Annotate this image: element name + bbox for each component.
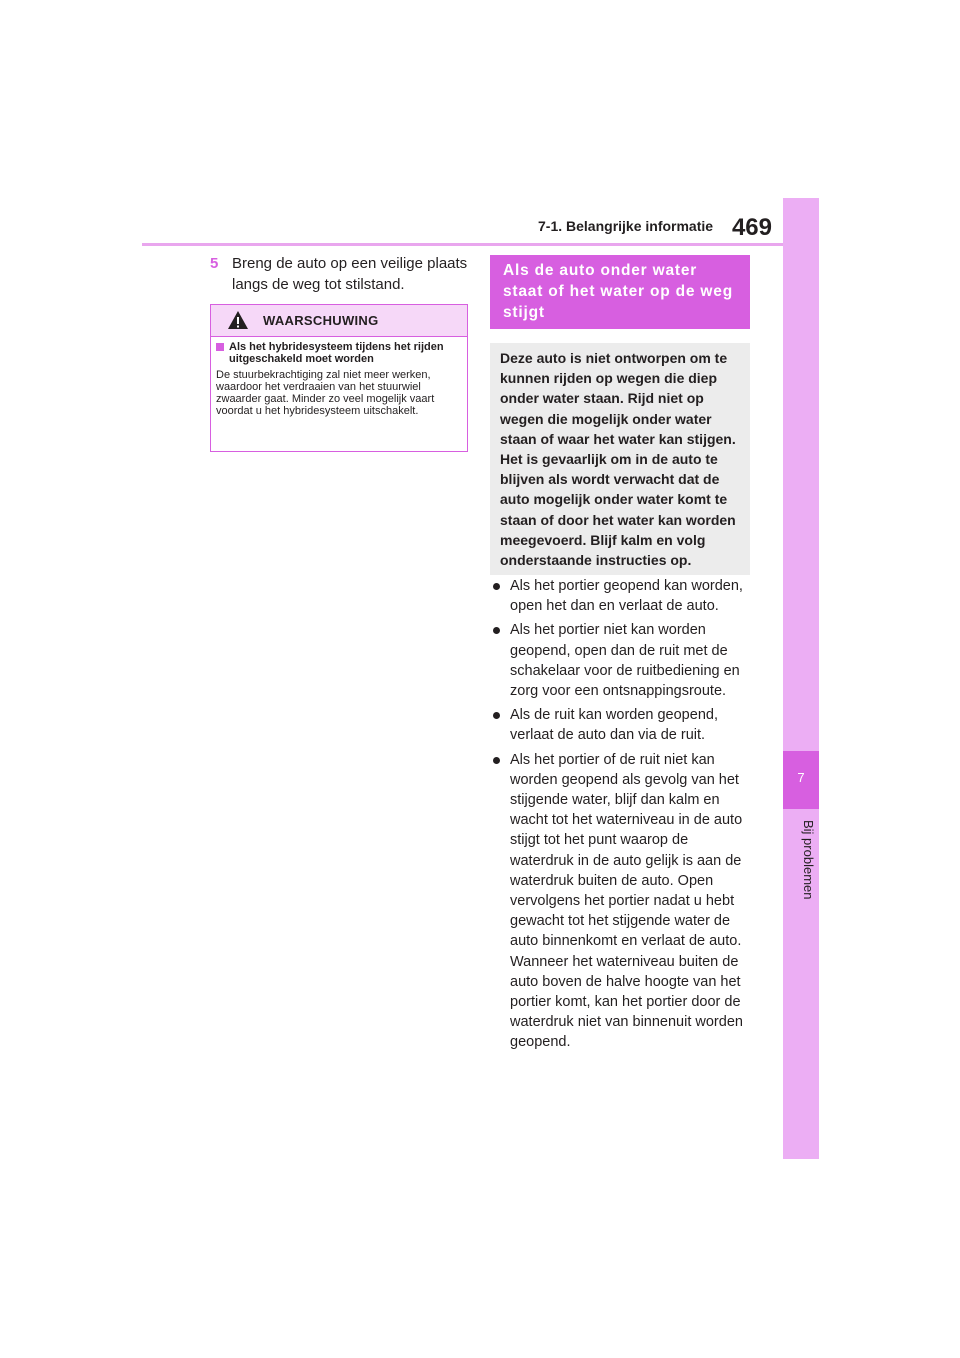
- chapter-number: 7: [797, 770, 805, 785]
- list-item: [490, 620, 752, 701]
- warning-subheading-text: Als het hybridesysteem tijdens het rijden uitgeschakeld moet worden: [229, 341, 444, 365]
- warning-header: [211, 305, 467, 337]
- bullet-dot-icon: [493, 583, 500, 590]
- bullet-dot-icon: [493, 712, 500, 719]
- list-item-text: Als het portier of de ruit niet kan worden geopend als gevolg van het stijgende water, blijf dan kalm en wacht tot het waterniveau in de auto stijgt tot het punt waarop de waterdruk in de auto gelijk is aan de waterdruk buiten de auto. Open vervolgens het portier nadat u hebt gewacht tot het stijgende water de auto binnenkomt en verlaat de auto. Wanneer het waterniveau buiten de auto boven de halve hoogte van het portier komt, kan het portier door de waterdruk niet van binnenuit worden geopend.: [510, 751, 743, 1051]
- list-item-text: Als de ruit kan worden geopend, verlaat de auto dan via de ruit.: [510, 707, 718, 744]
- list-item: [490, 576, 752, 616]
- bullet-dot-icon: [493, 627, 500, 634]
- warning-subheading: [216, 341, 461, 365]
- chapter-label: Bij problemen: [801, 820, 816, 900]
- warning-triangle-icon: [227, 310, 249, 335]
- warning-box: [210, 304, 468, 452]
- section-heading: Als de auto onder water staat of het water op de weg stijgt: [490, 255, 750, 329]
- list-item-text: Als het portier niet kan worden geopend, open dan de ruit met de schakelaar voor de ruitbediening en zorg voor een ontsnappingsroute.: [510, 622, 740, 700]
- intro-box: Deze auto is niet ontworpen om te kunnen rijden op wegen die diep onder water staan. Rijd niet op wegen die mogelijk onder water staan of waar het water kan stijgen. Het is gevaarlijk om in de auto te blijven als wordt verwacht dat de auto mogelijk onder water komt te staan of door het water kan worden meegevoerd. Blijf kalm en volg onderstaande instructies op.: [490, 343, 750, 575]
- instruction-list: [490, 576, 752, 1057]
- header-rule: [142, 243, 783, 246]
- warning-body: [211, 337, 467, 417]
- list-item-text: Als het portier geopend kan worden, open het dan en verlaat de auto.: [510, 578, 743, 615]
- warning-text: De stuurbekrachtiging zal niet meer werken, waardoor het verdraaien van het stuurwiel zwaarder gaat. Minder zo veel mogelijk vaart voordat u het hybridesysteem uitschakelt.: [216, 369, 435, 417]
- step-text: Breng de auto op een veilige plaats langs de weg tot stilstand.: [232, 255, 468, 293]
- chapter-side-tab: [783, 198, 819, 1159]
- step-number: 5: [210, 255, 219, 272]
- square-bullet-icon: [216, 343, 224, 351]
- bullet-dot-icon: [493, 757, 500, 764]
- warning-title: WAARSCHUWING: [263, 313, 379, 328]
- list-item: [490, 750, 752, 1053]
- page-number: 469: [731, 214, 772, 241]
- section-title: 7-1. Belangrijke informatie: [538, 218, 714, 234]
- list-item: [490, 705, 752, 745]
